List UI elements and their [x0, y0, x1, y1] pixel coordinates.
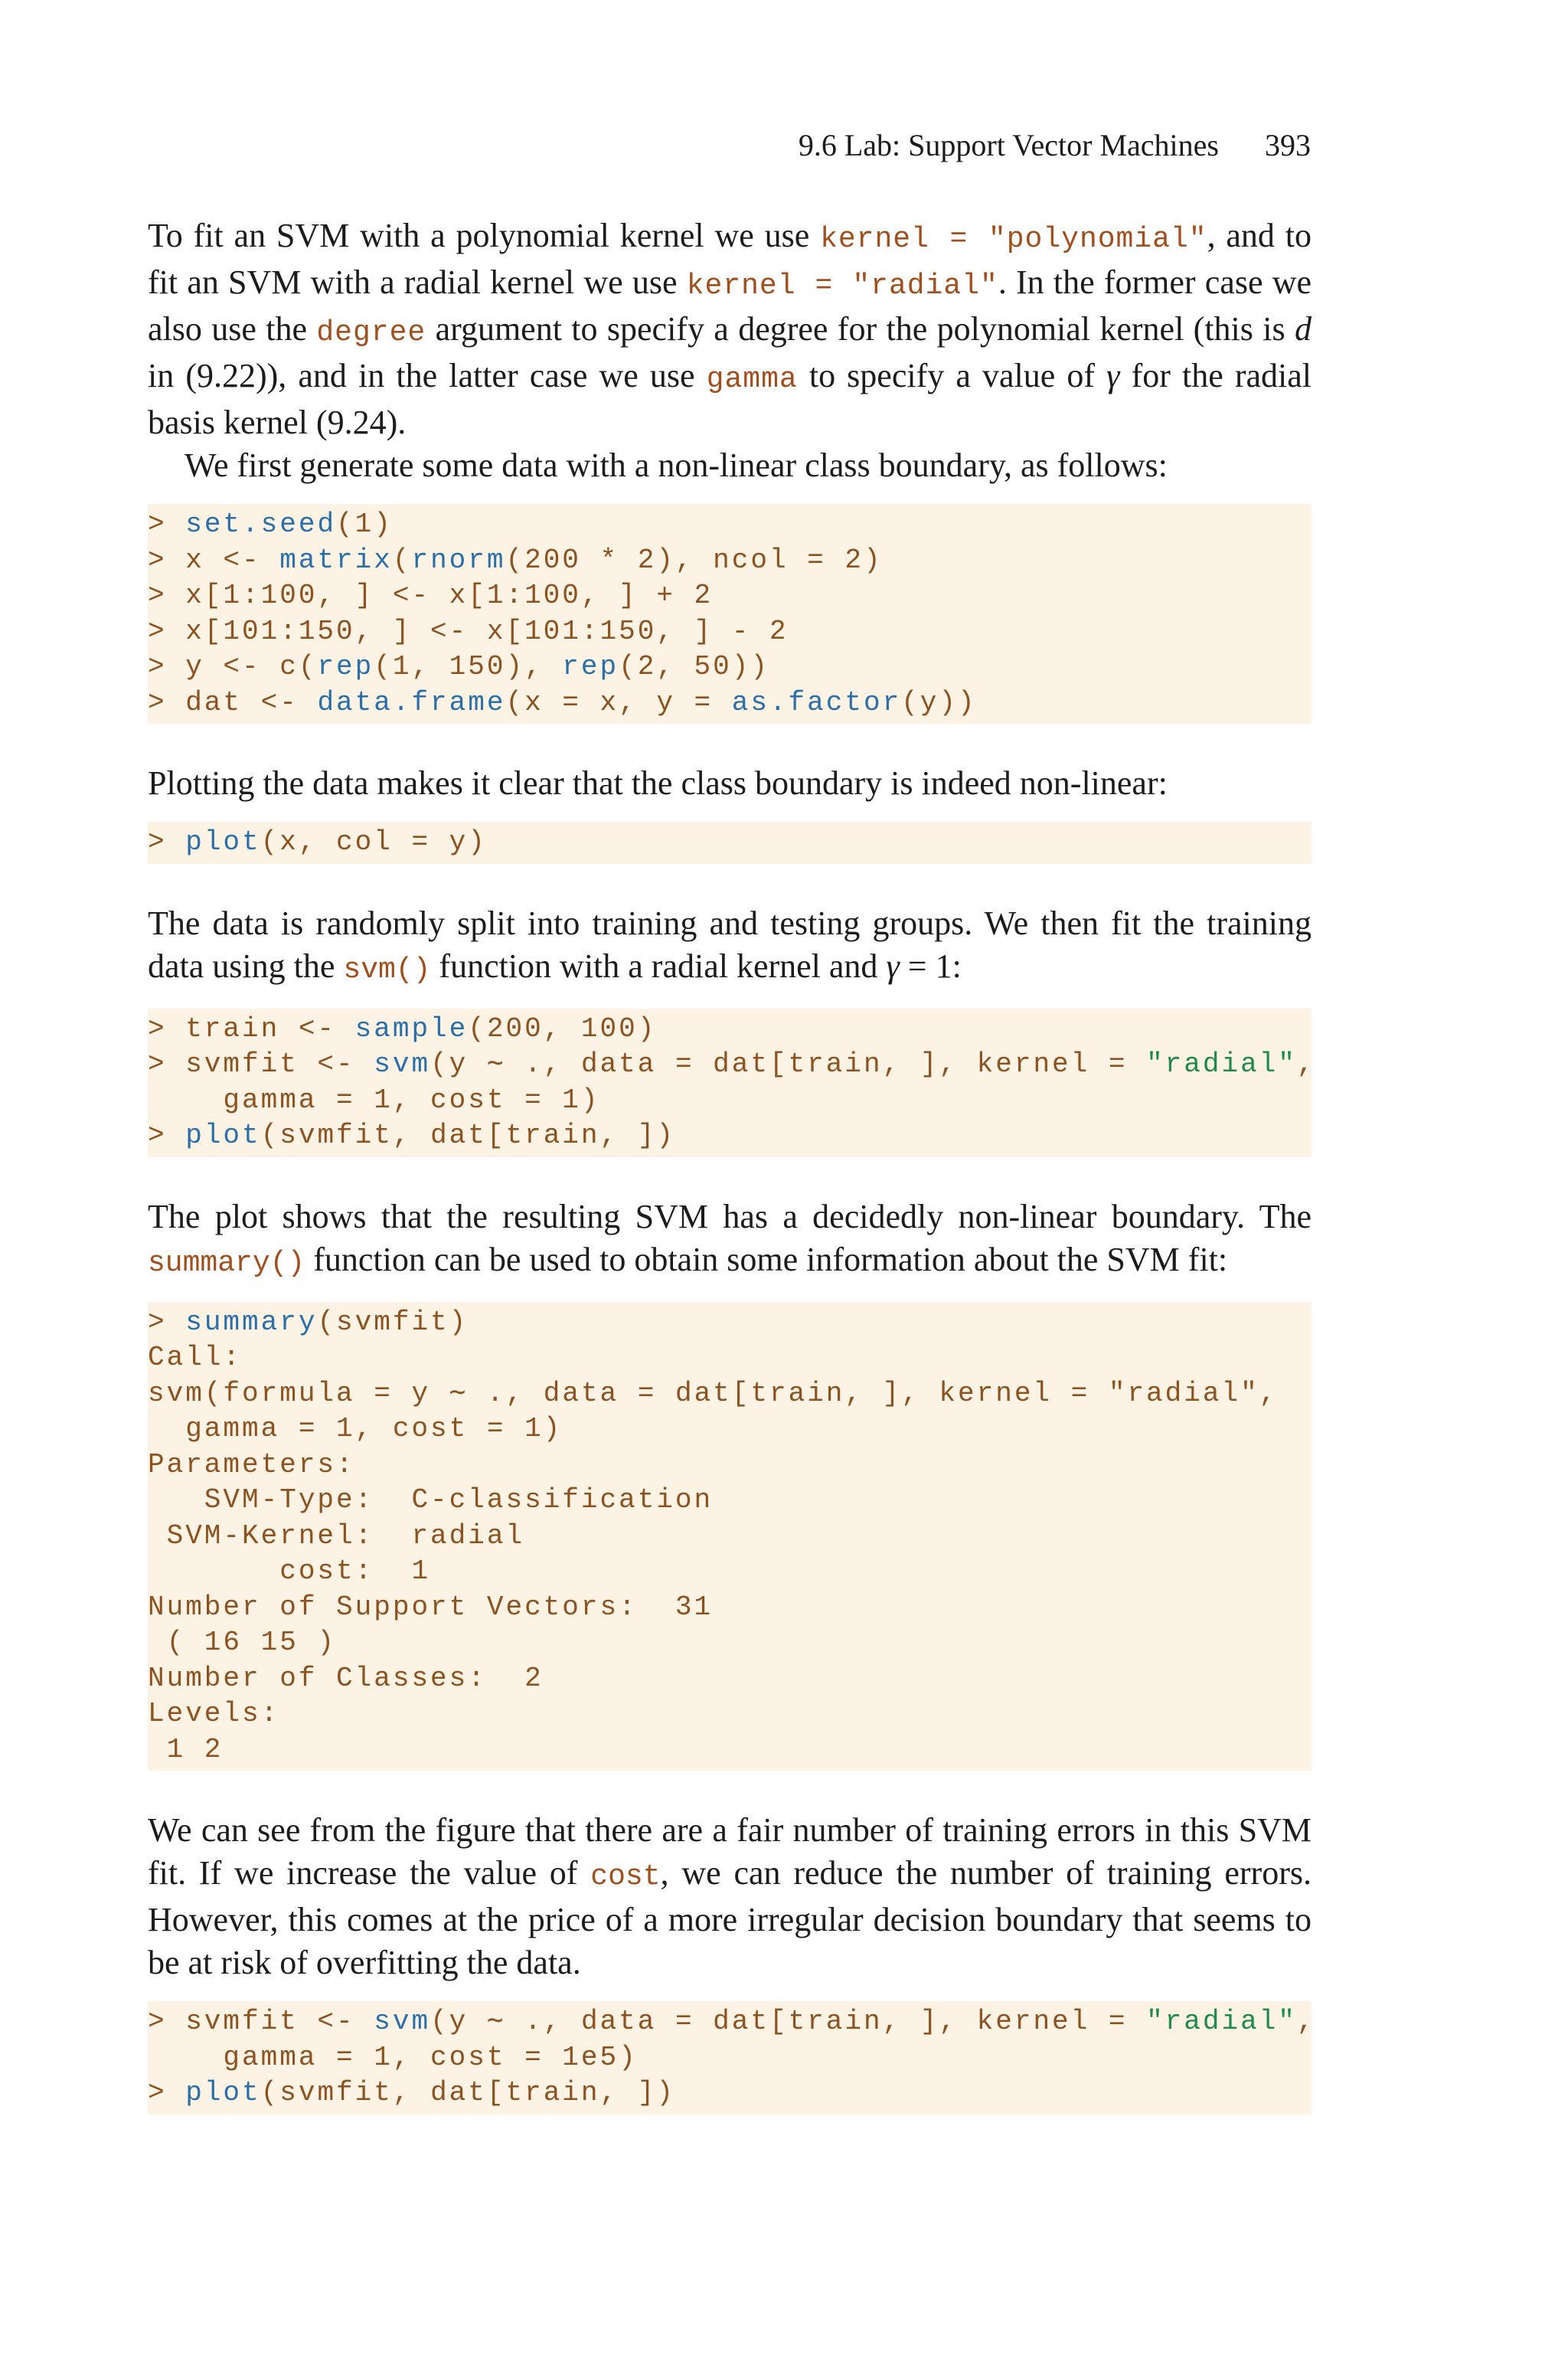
code-line: Call:	[148, 1342, 243, 1373]
code-line: > plot(svmfit, dat[train, ])	[148, 1120, 675, 1151]
code-line: Number of Classes: 2	[148, 1662, 544, 1694]
code-block-fit	[148, 1009, 1316, 1157]
code-block-high-cost	[148, 2001, 1316, 2115]
code-line: > dat <- data.frame(x = x, y = as.factor(y))	[148, 686, 977, 718]
code-line: ( 16 15 )	[148, 1627, 337, 1658]
code-kernel-radial: kernel = "radial"	[686, 270, 998, 303]
code-line: > plot(svmfit, dat[train, ])	[148, 2077, 675, 2108]
code-line: > svmfit <- svm(y ∼ ., data = dat[train, ], kernel = "radial",	[148, 2006, 1316, 2037]
code-summary-fn: summary()	[148, 1246, 305, 1280]
paragraph-plotting: Plotting the data makes it clear that the class boundary is indeed non-linear:	[148, 764, 1168, 802]
paragraph-cost: We can see from the figure that there are a fair number of training errors in this SVM fit. If we increase the value of cost, we can reduce the number of training errors. However, this comes at the price of a more irregular decision boundary that seems to be at risk of overfitting the data.	[148, 1811, 1312, 1981]
code-block-generate-data	[148, 504, 1312, 724]
page-number: 393	[1265, 128, 1311, 162]
code-svm-fn: svm()	[343, 953, 431, 986]
code-line: gamma = 1, cost = 1)	[148, 1413, 563, 1444]
code-line: > svmfit <- svm(y ∼ ., data = dat[train, ], kernel = "radial",	[148, 1048, 1316, 1080]
paragraph-summary: The plot shows that the resulting SVM has a decidedly non-linear boundary. The summary() function can be used to obtain some information about the SVM fit:	[148, 1197, 1312, 1280]
paragraph-split: The data is randomly split into training and testing groups. We then fit the training data using the svm() function with a radial kernel and γ = 1:	[148, 904, 1312, 986]
code-line: Levels:	[148, 1698, 280, 1729]
code-line: Parameters:	[148, 1448, 355, 1480]
math-gamma: γ	[886, 947, 900, 985]
code-line: > x[101:150, ] <- x[101:150, ] - 2	[148, 615, 789, 647]
code-line: gamma = 1, cost = 1e5)	[148, 2041, 638, 2073]
math-gamma: γ	[1106, 357, 1120, 394]
code-line: > set.seed(1)	[148, 509, 393, 540]
running-header	[799, 127, 1311, 163]
code-line: SVM-Kernel: radial	[148, 1519, 525, 1552]
code-line: > x[1:100, ] <- x[1:100, ] + 2	[148, 580, 714, 611]
paragraph-generate-data: We first generate some data with a non-linear class boundary, as follows:	[185, 446, 1168, 484]
code-degree: degree	[316, 316, 426, 349]
code-line: 1 2	[148, 1733, 224, 1765]
math-d: d	[1294, 310, 1312, 348]
code-line: > plot(x, col = y)	[148, 826, 487, 858]
paragraph-kernel-intro: To fit an SVM with a polynomial kernel we use kernel = "polynomial", and to fit an SVM with a radial kernel we use kernel = "radial". In the former case we also use the degree argument to specify a degree for the polynomial kernel (this is d in (9.22)), and in the latter case we use gamma to specify a value of γ for the radial basis kernel (9.24).	[148, 217, 1312, 441]
code-cost: cost	[590, 1860, 661, 1893]
code-line: > train <- sample(200, 100)	[148, 1012, 657, 1045]
code-line: > x <- matrix(rnorm(200 * 2), ncol = 2)	[148, 544, 883, 576]
code-gamma: gamma	[706, 363, 798, 396]
section-title: 9.6 Lab: Support Vector Machines	[798, 128, 1219, 162]
code-line: svm(formula = y ∼ ., data = dat[train, ], kernel = "radial",	[148, 1377, 1279, 1409]
code-line: SVM-Type: C-classification	[148, 1484, 714, 1516]
code-line: cost: 1	[148, 1555, 431, 1587]
code-line: gamma = 1, cost = 1)	[148, 1084, 600, 1116]
code-line: > y <- c(rep(1, 150), rep(2, 50))	[148, 651, 769, 682]
page-body	[148, 214, 1316, 2115]
code-line: Number of Support Vectors: 31	[148, 1591, 714, 1623]
code-block-summary	[148, 1302, 1312, 1771]
code-line: > summary(svmfit)	[148, 1306, 469, 1338]
code-kernel-polynomial: kernel = "polynomial"	[820, 223, 1207, 256]
code-block-plot	[148, 822, 1312, 864]
